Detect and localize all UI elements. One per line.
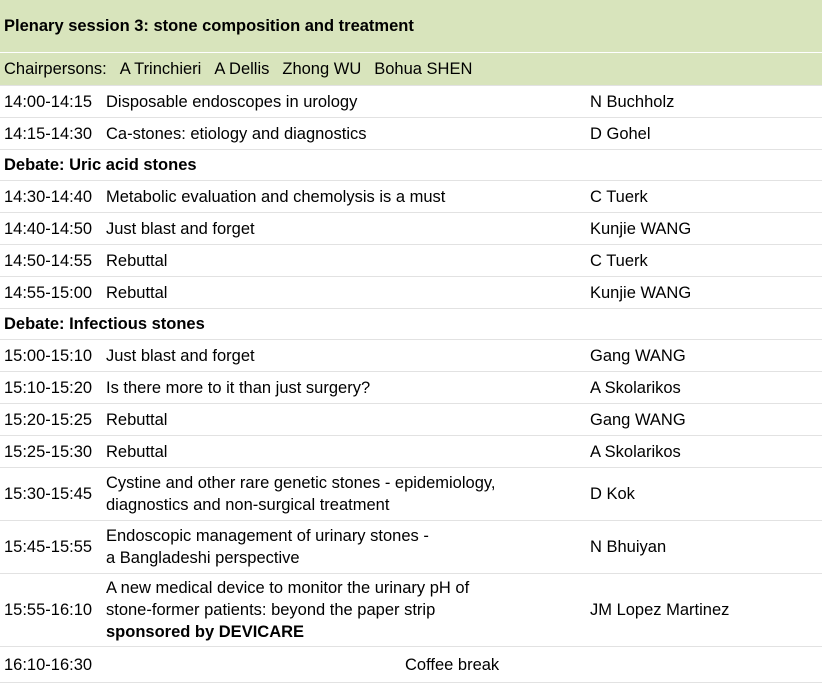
talk-title-line: Endoscopic management of urinary stones - bbox=[106, 527, 429, 545]
talk-title: Metabolic evaluation and chemolysis is a must bbox=[100, 181, 586, 213]
chairpersons-label: Chairpersons: bbox=[4, 60, 107, 78]
talk-speaker: Gang WANG bbox=[586, 340, 822, 372]
talk-speaker: C Tuerk bbox=[586, 181, 822, 213]
talk-speaker: Kunjie WANG bbox=[586, 277, 822, 309]
talk-time: 15:00-15:10 bbox=[0, 340, 100, 372]
talk-row bbox=[0, 372, 822, 404]
talk-title-line: A new medical device to monitor the urinary pH of bbox=[106, 579, 470, 597]
chairperson-name: Bohua SHEN bbox=[374, 60, 473, 78]
talk-title: Rebuttal bbox=[100, 404, 586, 436]
talk-speaker: JM Lopez Martinez bbox=[586, 574, 822, 647]
break-label: Coffee break bbox=[100, 647, 822, 683]
talk-row bbox=[0, 340, 822, 372]
talk-time: 15:30-15:45 bbox=[0, 468, 100, 521]
talk-title: Rebuttal bbox=[100, 436, 586, 468]
talk-title bbox=[100, 574, 586, 647]
talk-title: Rebuttal bbox=[100, 277, 586, 309]
talk-row bbox=[0, 436, 822, 468]
talk-time: 14:40-14:50 bbox=[0, 213, 100, 245]
talk-title: Just blast and forget bbox=[100, 213, 586, 245]
talk-title-line: stone-former patients: beyond the paper strip bbox=[106, 601, 436, 619]
talk-title: Disposable endoscopes in urology bbox=[100, 86, 586, 118]
break-time: 16:10-16:30 bbox=[0, 647, 100, 683]
talk-speaker: A Skolarikos bbox=[586, 372, 822, 404]
talk-speaker: D Gohel bbox=[586, 118, 822, 150]
talk-title: Just blast and forget bbox=[100, 340, 586, 372]
talk-row bbox=[0, 245, 822, 277]
talk-row bbox=[0, 468, 822, 521]
talk-time: 15:20-15:25 bbox=[0, 404, 100, 436]
talk-row bbox=[0, 521, 822, 574]
break-row bbox=[0, 647, 822, 683]
talk-time: 15:25-15:30 bbox=[0, 436, 100, 468]
chairpersons-cell bbox=[0, 53, 822, 86]
talk-row bbox=[0, 181, 822, 213]
debate-heading: Debate: Uric acid stones bbox=[0, 150, 822, 181]
session-title-row bbox=[0, 0, 822, 53]
talk-time: 15:10-15:20 bbox=[0, 372, 100, 404]
session-title: Plenary session 3: stone composition and treatment bbox=[0, 0, 822, 53]
talk-title-line: a Bangladeshi perspective bbox=[106, 549, 300, 567]
talk-speaker: C Tuerk bbox=[586, 245, 822, 277]
debate-heading-row bbox=[0, 150, 822, 181]
chairperson-name: A Dellis bbox=[214, 60, 270, 78]
talk-title: Ca-stones: etiology and diagnostics bbox=[100, 118, 586, 150]
talk-row bbox=[0, 118, 822, 150]
talk-speaker: A Skolarikos bbox=[586, 436, 822, 468]
talk-row bbox=[0, 404, 822, 436]
talk-time: 14:00-14:15 bbox=[0, 86, 100, 118]
talk-speaker: N Bhuiyan bbox=[586, 521, 822, 574]
talk-time: 15:45-15:55 bbox=[0, 521, 100, 574]
talk-title: Rebuttal bbox=[100, 245, 586, 277]
talk-time: 14:15-14:30 bbox=[0, 118, 100, 150]
talk-speaker: N Buchholz bbox=[586, 86, 822, 118]
talk-time: 15:55-16:10 bbox=[0, 574, 100, 647]
talk-row bbox=[0, 574, 822, 647]
talk-title: Is there more to it than just surgery? bbox=[100, 372, 586, 404]
talk-title-line: Cystine and other rare genetic stones - epidemiology, bbox=[106, 474, 496, 492]
debate-heading: Debate: Infectious stones bbox=[0, 309, 822, 340]
talk-title bbox=[100, 468, 586, 521]
talk-time: 14:30-14:40 bbox=[0, 181, 100, 213]
talk-title-line: diagnostics and non-surgical treatment bbox=[106, 496, 390, 514]
chairperson-name: A Trinchieri bbox=[119, 60, 202, 78]
chairperson-name: Zhong WU bbox=[282, 60, 362, 78]
sponsor-note: sponsored by DEVICARE bbox=[106, 623, 305, 641]
talk-row bbox=[0, 86, 822, 118]
talk-row bbox=[0, 213, 822, 245]
talk-title bbox=[100, 521, 586, 574]
talk-speaker: Kunjie WANG bbox=[586, 213, 822, 245]
talk-time: 14:50-14:55 bbox=[0, 245, 100, 277]
talk-row bbox=[0, 277, 822, 309]
chairpersons-row bbox=[0, 53, 822, 86]
talk-speaker: D Kok bbox=[586, 468, 822, 521]
talk-speaker: Gang WANG bbox=[586, 404, 822, 436]
talk-time: 14:55-15:00 bbox=[0, 277, 100, 309]
debate-heading-row bbox=[0, 309, 822, 340]
